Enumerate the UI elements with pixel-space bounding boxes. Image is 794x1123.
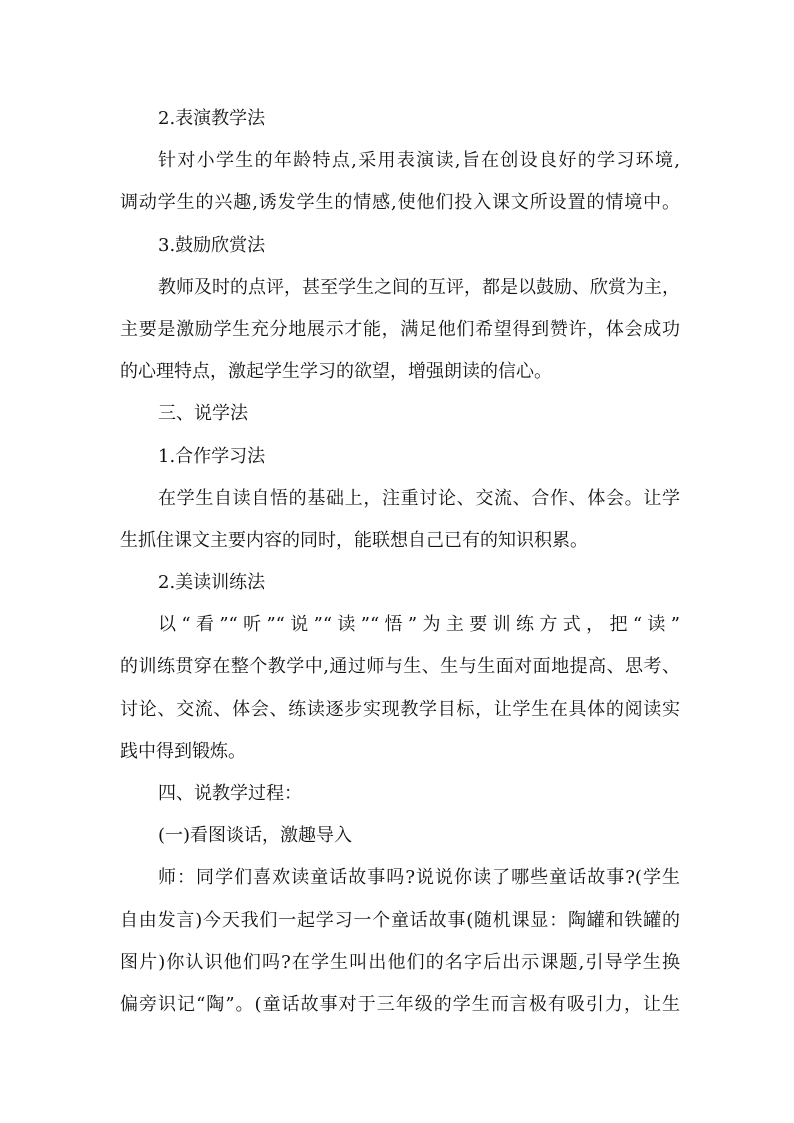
paragraph-line: 主要是激励学生充分地展示才能，满足他们希望得到赞许，体会成功 [120, 318, 680, 340]
paragraph-line: 2.表演教学法 [158, 108, 266, 129]
paragraph-line: 图片)你认识他们吗?在学生叫出他们的名字后出示课题,引导学生换 [120, 951, 680, 973]
paragraph-line: 生抓住课文主要内容的同时，能联想自己已有的知识积累。 [120, 529, 588, 551]
paragraph-line: 以“看”“听”“说”“读”“悟”为主要训练方式，把“读” [158, 614, 680, 636]
paragraph-line: 2.美读训练法 [158, 572, 266, 594]
paragraph-line: 讨论、交流、体会、练读逐步实现教学目标，让学生在具体的阅读实 [120, 698, 680, 720]
paragraph-line: 教师及时的点评，甚至学生之间的互评，都是以鼓励、欣赏为主， [158, 276, 680, 298]
paragraph-line: 三、说学法 [158, 403, 248, 425]
paragraph-line: 针对小学生的年龄特点,采用表演读,旨在创设良好的学习环境, [158, 150, 680, 172]
document-body [120, 98, 680, 1026]
paragraph-line: 偏旁识记“陶”。(童话故事对于三年级的学生而言极有吸引力，让生 [120, 993, 680, 1015]
paragraph-line: 的训练贯穿在整个教学中,通过师与生、生与生面对面地提高、思考、 [120, 656, 680, 678]
paragraph-line: 自由发言)今天我们一起学习一个童话故事(随机课显：陶罐和铁罐的 [120, 909, 680, 931]
paragraph-line: 在学生自读自悟的基础上，注重讨论、交流、合作、体会。让学 [158, 487, 680, 509]
paragraph-line: 1.合作学习法 [158, 445, 266, 467]
paragraph-line: 践中得到锻炼。 [120, 740, 246, 762]
paragraph-line: 四、说教学过程： [158, 783, 302, 804]
paragraph-line: 调动学生的兴趣,诱发学生的情感,使他们投入课文所设置的情境中。 [120, 192, 680, 214]
paragraph-line: 的心理特点，激起学生学习的欲望，增强朗读的信心。 [120, 361, 552, 383]
paragraph-line: 师：同学们喜欢读童话故事吗?说说你读了哪些童话故事?(学生 [158, 867, 680, 889]
paragraph-line: 3.鼓励欣赏法 [158, 234, 266, 256]
paragraph-line: (一)看图谈话，激趣导入 [158, 825, 353, 847]
